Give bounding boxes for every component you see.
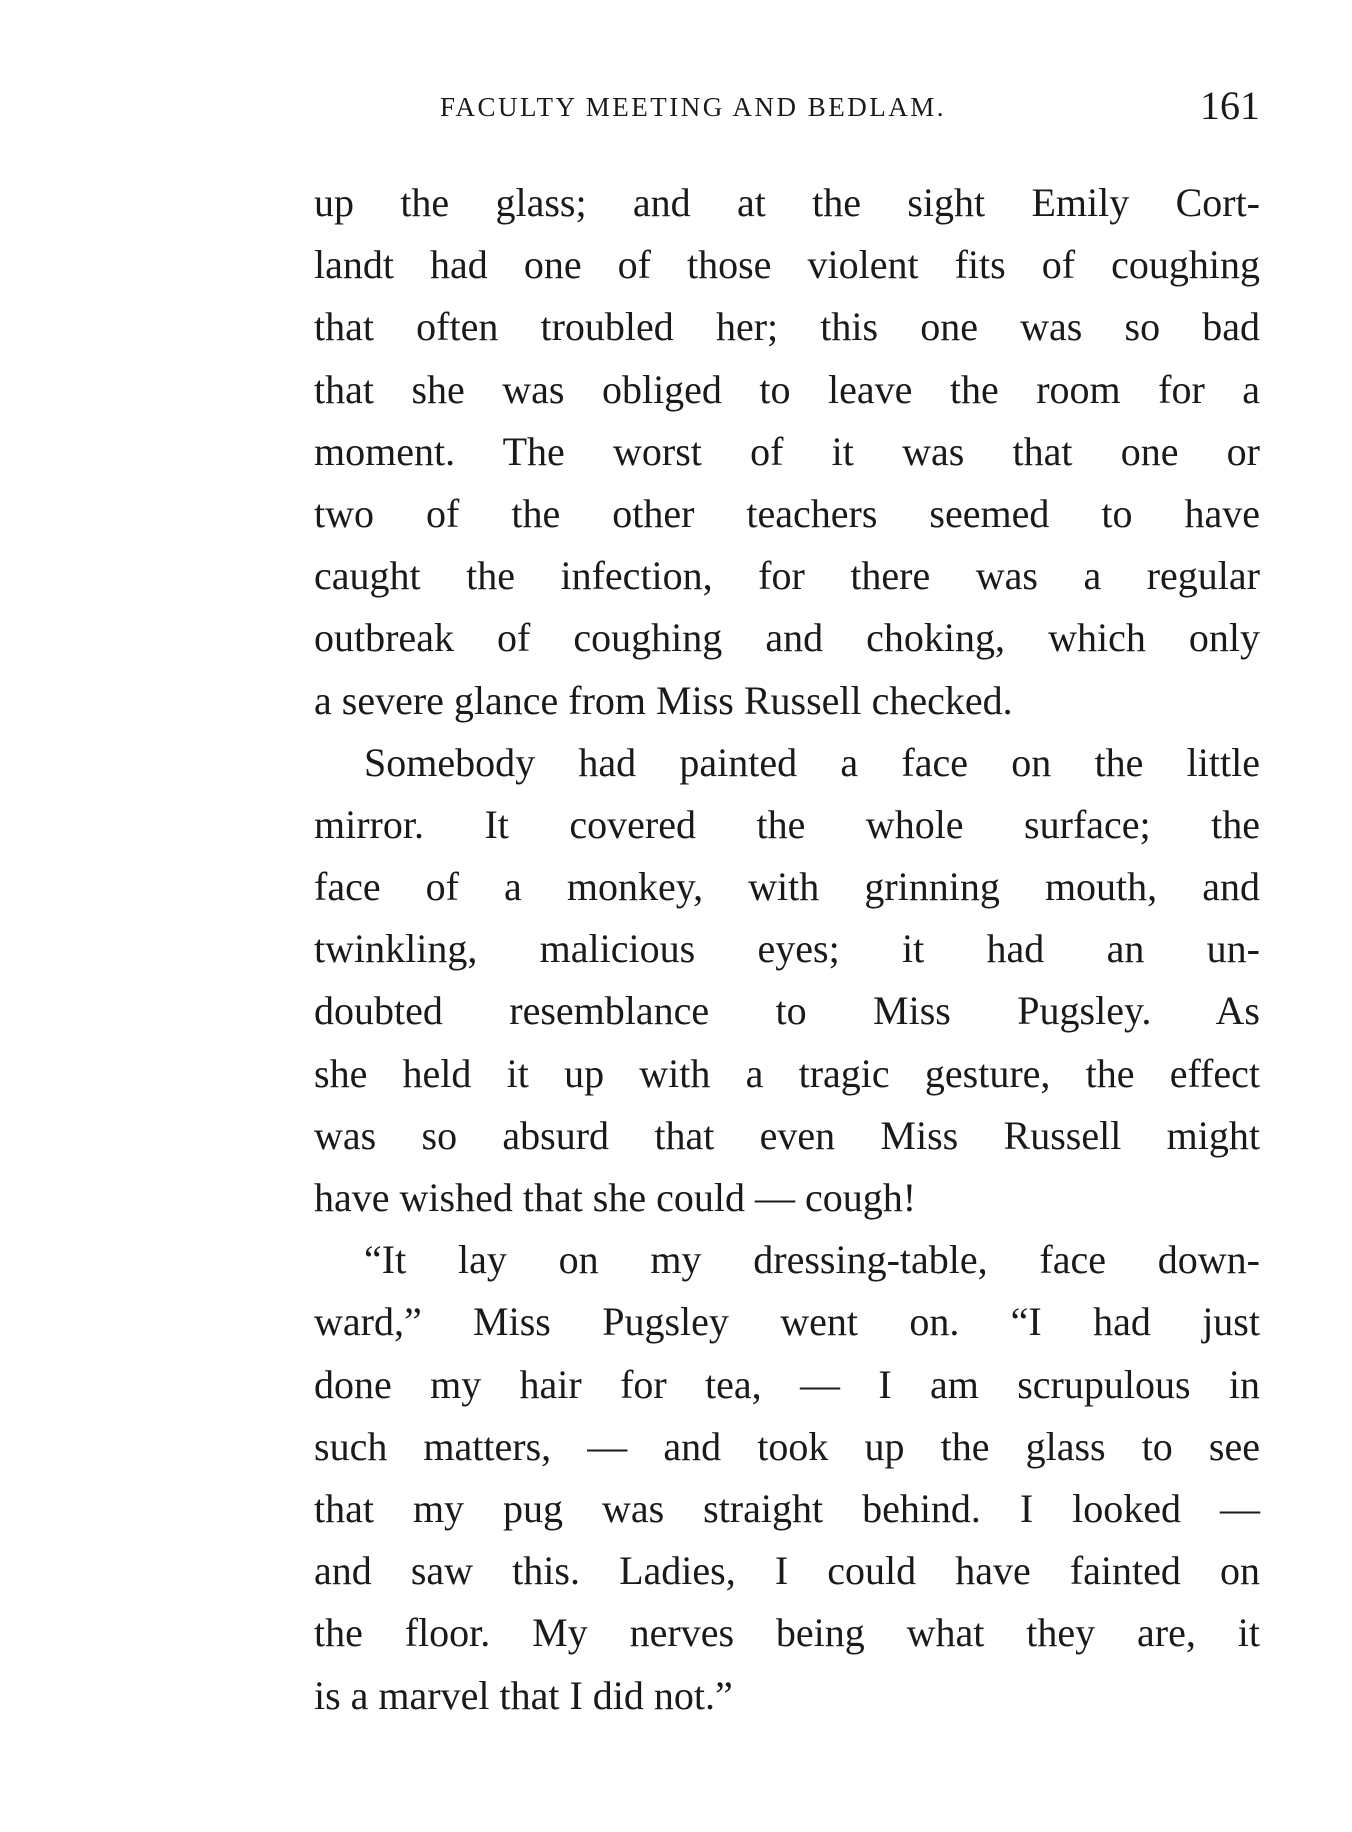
text-line: doubted resemblance to Miss Pugsley. As	[314, 988, 1260, 1034]
page-number: 161	[1200, 83, 1260, 128]
text-line: up the glass; and at the sight Emily Cort-	[314, 180, 1260, 225]
text-line: was so absurd that even Miss Russell might	[314, 1112, 1260, 1158]
text-line: have wished that she could — cough!	[314, 1175, 917, 1220]
text-line: the floor. My nerves being what they are, it	[314, 1610, 1260, 1656]
text-line: twinkling, malicious eyes; it had an un-	[314, 926, 1260, 972]
text-line: that she was obliged to leave the room for a	[314, 366, 1260, 412]
text-line: ward,” Miss Pugsley went on. “I had just	[314, 1299, 1260, 1345]
text-line: done my hair for tea, — I am scrupulous in	[314, 1361, 1260, 1407]
text-line: moment. The worst of it was that one or	[314, 428, 1260, 474]
text-line: and saw this. Ladies, I could have fainted on	[314, 1548, 1260, 1594]
paragraph	[314, 172, 1260, 732]
text-line: such matters, — and took up the glass to see	[314, 1423, 1260, 1469]
text-line: that my pug was straight behind. I looked —	[314, 1485, 1260, 1531]
page-header	[440, 82, 1260, 132]
text-line: outbreak of coughing and choking, which only	[314, 615, 1260, 661]
paragraph	[314, 1229, 1260, 1727]
text-line: she held it up with a tragic gesture, the effect	[314, 1050, 1260, 1096]
paragraph	[314, 732, 1260, 1230]
text-line: face of a monkey, with grinning mouth, and	[314, 864, 1260, 910]
text-line: Somebody had painted a face on the little	[364, 739, 1260, 785]
text-line: that often troubled her; this one was so bad	[314, 304, 1260, 350]
body-text	[314, 172, 1260, 1727]
text-line: mirror. It covered the whole surface; the	[314, 801, 1260, 847]
text-line: two of the other teachers seemed to have	[314, 490, 1260, 536]
text-line: is a marvel that I did not.”	[314, 1672, 733, 1718]
text-line: a severe glance from Miss Russell checked.	[314, 677, 1013, 723]
text-line: “It lay on my dressing-table, face down-	[364, 1237, 1260, 1283]
running-title: FACULTY MEETING AND BEDLAM.	[440, 92, 946, 122]
text-line: landt had one of those violent fits of coughing	[314, 242, 1260, 288]
text-line: caught the infection, for there was a regular	[314, 553, 1260, 599]
